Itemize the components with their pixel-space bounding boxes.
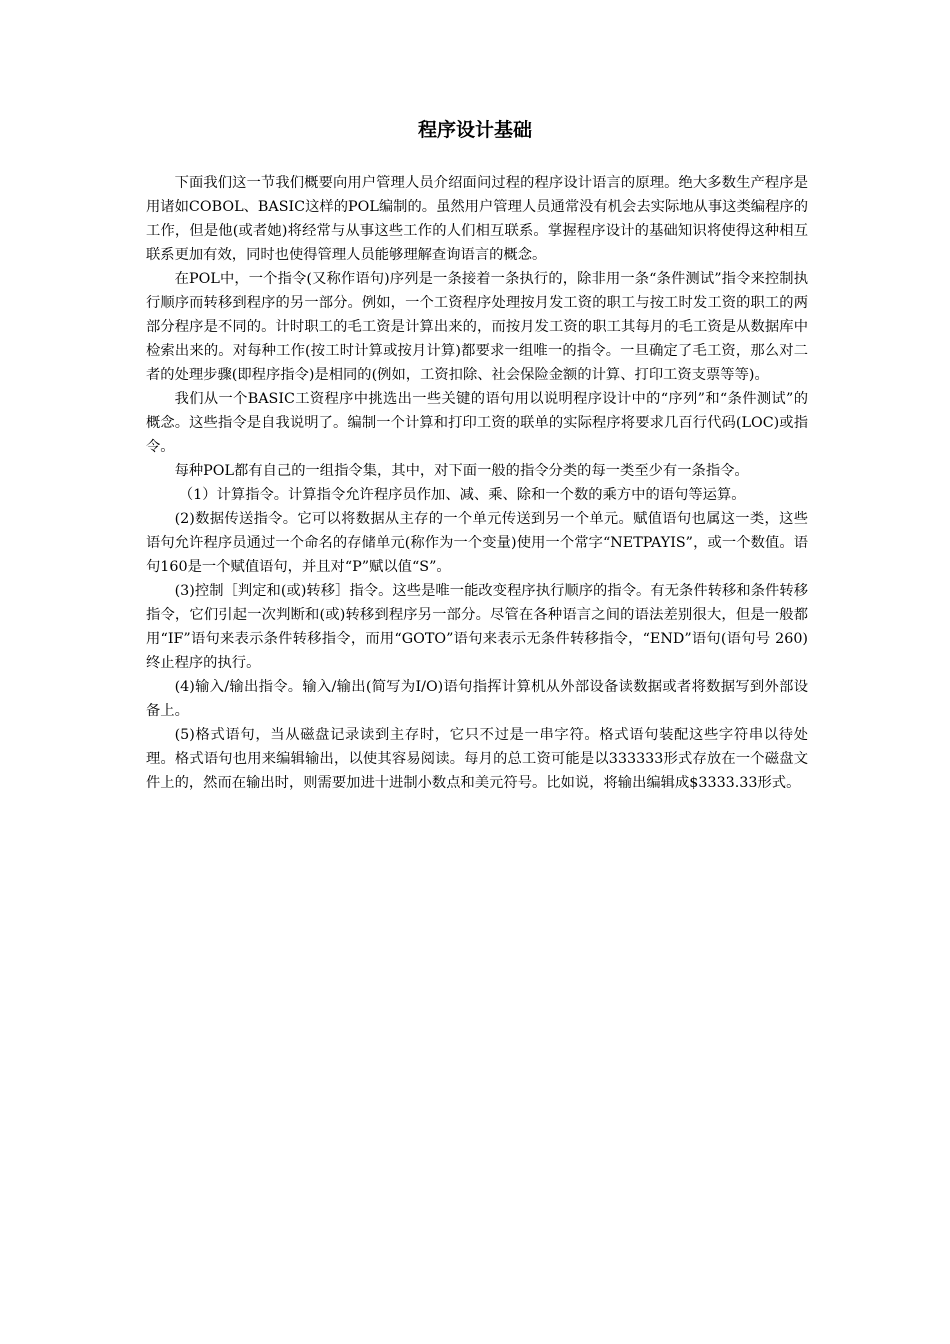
paragraph-item-3: (3)控制［判定和(或)转移］指令。这些是唯一能改变程序执行顺序的指令。有无条件转移和条件转移指令，它们引起一次判断和(或)转移到程序另一部分。尽管在各种语言之间的语法差别很大，但是一般都用“IF”语句来表示条件转移指令，而用“GOTO”语句来表示无条件转移指令，“END”语句(语句号 260)终止程序的执行。: [146, 583, 808, 671]
paragraph-item-1: （1）计算指令。计算指令允许程序员作加、减、乘、除和一个数的乘方中的语句等运算。: [178, 487, 746, 503]
paragraph-instruction-sets: 每种POL都有自己的一组指令集，其中，对下面一般的指令分类的每一类至少有一条指令。: [174, 463, 749, 479]
paragraph-item-5: (5)格式语句，当从磁盘记录读到主存时，它只不过是一串字符。格式语句装配这些字符串以待处理。格式语句也用来编辑输出，以使其容易阅读。每月的总工资可能是以333333形式存放在一个磁盘文件上的，然而在输出时，则需要加进十进制小数点和美元符号。比如说，将输出编辑成$3333.33形式。: [146, 727, 808, 791]
document-body: [146, 171, 808, 795]
paragraph-item-4: (4)输入/输出指令。输入/输出(简写为I/O)语句指挥计算机从外部设备读数据或者将数据写到外部设备上。: [146, 679, 808, 719]
page-title: 程序设计基础: [417, 119, 532, 141]
paragraph-intro: 下面我们这一节我们概要向用户管理人员介绍面问过程的程序设计语言的原理。绝大多数生产程序是用诸如COBOL、BASIC这样的POL编制的。虽然用户管理人员通常没有机会去实际地从事这类编程序的工作，但是他(或者她)将经常与从事这些工作的人们相互联系。掌握程序设计的基础知识将使得这种相互联系更加有效，同时也使得管理人员能够理解查询语言的概念。: [146, 175, 808, 263]
paragraph-pol-sequence: 在POL中，一个指令(又称作语句)序列是一条接着一条执行的，除非用一条“条件测试”指令来控制执行顺序而转移到程序的另一部分。例如，一个工资程序处理按月发工资的职工与按工时发工资的职工的两部分程序是不同的。计时职工的毛工资是计算出来的，而按月发工资的职工其每月的毛工资是从数据库中检索出来的。对每种工作(按工时计算或按月计算)都要求一组唯一的指令。一旦确定了毛工资，那么对二者的处理步骤(即程序指令)是相同的(例如，工资扣除、社会保险金额的计算、打印工资支票等等)。: [146, 271, 808, 383]
paragraph-item-2: (2)数据传送指令。它可以将数据从主存的一个单元传送到另一个单元。赋值语句也属这一类，这些语句允许程序员通过一个命名的存储单元(称作为一个变量)使用一个常字“NETPAYIS”，或一个数值。语句160是一个赋值语句，并且对“P”赋以值“S”。: [146, 511, 808, 575]
paragraph-basic-example: 我们从一个BASIC工资程序中挑选出一些关键的语句用以说明程序设计中的“序列”和“条件测试”的概念。这些指令是自我说明了。编制一个计算和打印工资的联单的实际程序将要求几百行代码(LOC)或指令。: [146, 391, 808, 455]
